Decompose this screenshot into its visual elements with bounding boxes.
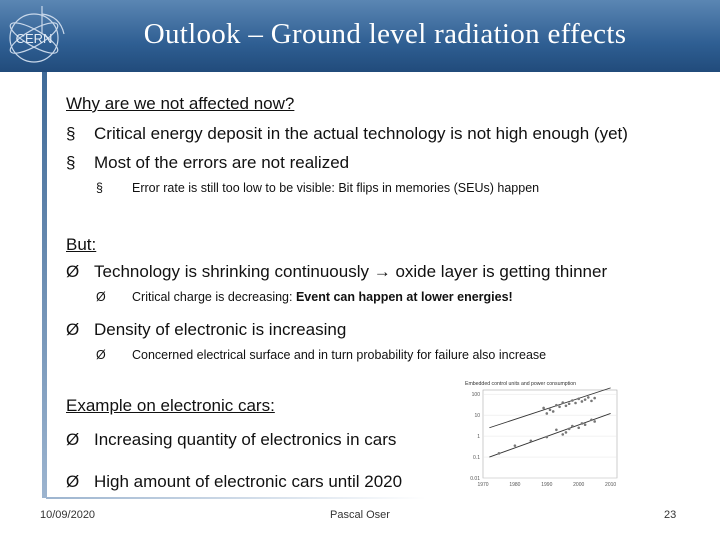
data-point [581,422,584,425]
data-point [565,431,568,434]
data-point [546,412,549,415]
bullet-item [66,262,607,282]
bullet-text: High amount of electronic cars until 2020 [94,472,403,491]
data-point [590,400,593,403]
x-tick-label: 2010 [605,482,617,488]
y-tick-label: 1 [477,434,480,441]
data-point [555,404,558,407]
electronics-cars-chart [455,378,625,490]
bullet-text: Increasing quantity of electronics in cars [94,430,397,449]
logo-text: CERN [15,31,53,46]
x-tick-label: 1970 [477,482,489,488]
data-point [571,399,574,402]
data-point [571,425,574,428]
arrow-bullet-icon: Ø [66,320,80,339]
section3-heading: Example on electronic cars: [66,396,275,415]
data-point [514,444,517,447]
data-point [587,396,590,399]
data-point [498,452,501,455]
section2-heading: But: [66,235,97,254]
data-point [546,436,549,439]
sub-bullet-text: Error rate is still too low to be visible: Bit flips in memories (SEUs) happen [132,181,540,195]
data-point [577,398,580,401]
footer-page-number: 23 [664,509,677,521]
y-tick-label: 100 [471,392,480,399]
bullet-item [66,472,402,492]
bullet-text-part: oxide layer is getting thinner [390,262,608,281]
data-point [565,404,568,407]
slide-title: Outlook – Ground level radiation effects [143,18,627,50]
data-point [568,428,571,431]
square-bullet-icon: § [66,124,76,143]
data-point [593,397,596,400]
square-bullet-icon: § [96,181,103,195]
sub-bullet-text: Concerned electrical surface and in turn probability for failure also increase [132,348,547,362]
bullet-item [66,153,349,173]
data-point [590,418,593,421]
arrow-bullet-icon: Ø [96,290,106,304]
cern-logo [2,4,66,68]
data-point [561,401,564,404]
sub-bullet-item [96,290,513,304]
bullet-text-part: Technology is shrinking continuously [94,262,374,281]
data-point [558,406,561,409]
x-tick-label: 1990 [541,482,553,488]
section1-heading: Why are we not affected now? [66,94,295,113]
bottom-rule [46,497,426,499]
left-accent-rule [42,72,47,498]
sub-bullet-text: Critical charge is decreasing: [132,290,296,304]
arrow-bullet-icon: Ø [96,348,106,362]
data-point [593,420,596,423]
chart-title: Embedded control units and power consumption [465,381,577,387]
x-tick-label: 2000 [573,482,585,488]
y-tick-label: 10 [474,413,480,420]
bullet-item [66,320,346,340]
data-point [584,423,587,426]
arrow-bullet-icon: Ø [66,472,80,491]
bullet-text: Most of the errors are not realized [94,153,350,172]
arrow-bullet-icon: Ø [66,262,80,281]
data-point [584,398,587,401]
y-tick-label: 0.01 [470,476,480,482]
data-point [542,407,545,410]
bullet-text: Density of electronic is increasing [94,320,347,339]
data-point [530,439,533,442]
data-point [581,400,584,403]
sub-bullet-emphasis: Event can happen at lower energies! [295,290,513,304]
bullet-item [66,430,396,450]
data-point [552,410,555,413]
data-point [568,402,571,405]
data-point [577,426,580,429]
sub-bullet-item [96,181,539,195]
data-point [574,402,577,405]
footer-author: Pascal Oser [330,509,390,521]
slide-header [0,0,720,72]
x-tick-label: 1980 [509,482,521,488]
y-tick-label: 0.1 [473,455,480,462]
data-point [555,428,558,431]
footer-date: 10/09/2020 [40,509,96,521]
right-arrow-icon: → [373,262,391,281]
bullet-text: Critical energy deposit in the actual technology is not high enough (yet) [94,124,628,143]
sub-bullet-item [96,348,546,362]
square-bullet-icon: § [66,153,76,172]
arrow-bullet-icon: Ø [66,430,80,449]
data-point [561,433,564,436]
bullet-item [66,124,628,144]
data-point [549,408,552,411]
